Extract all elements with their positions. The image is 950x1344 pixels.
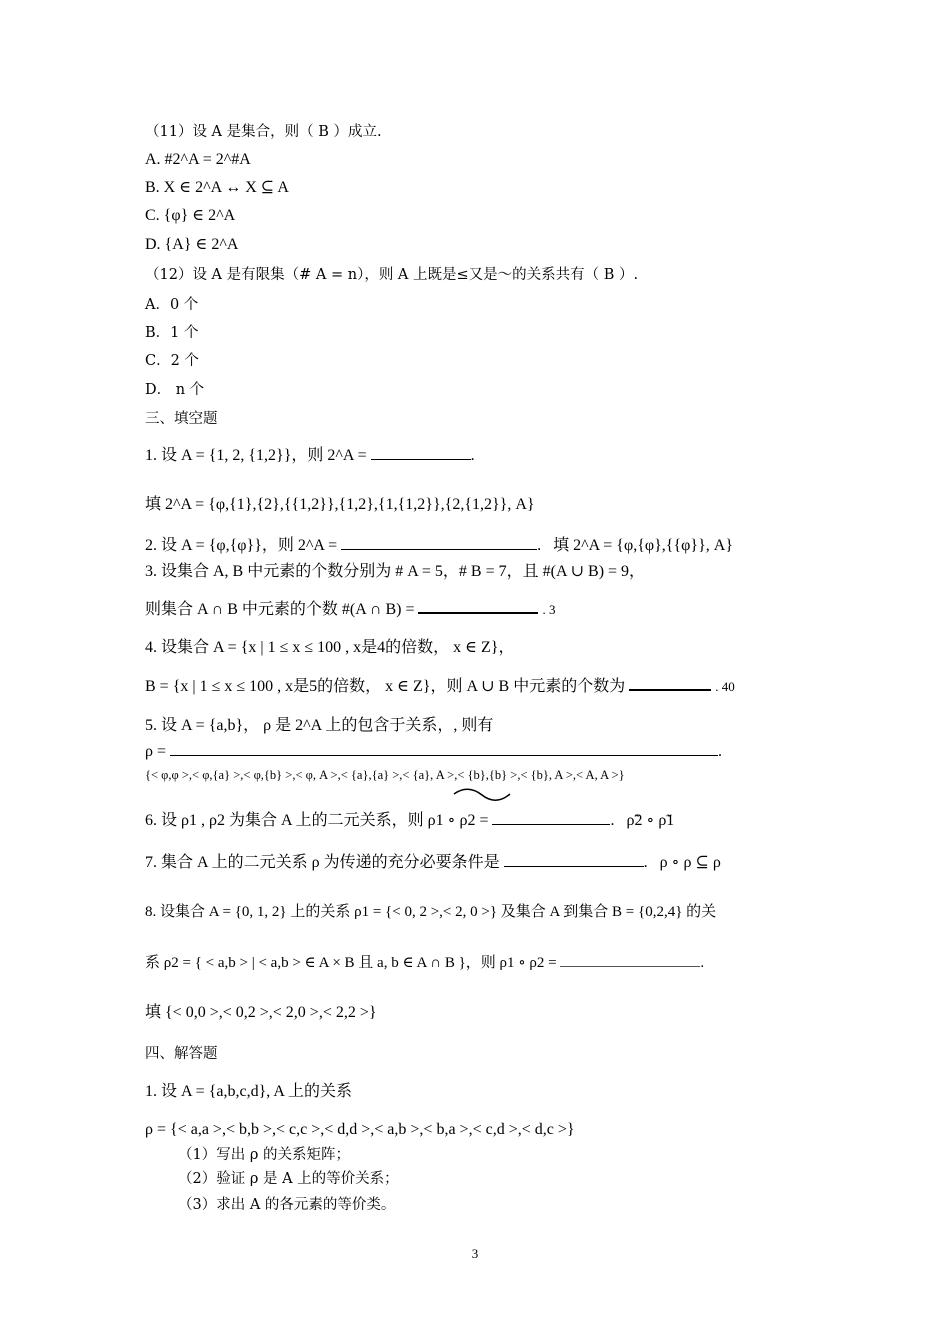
q12-option-c: C．2 个	[145, 353, 199, 369]
section-heading-fill-in: 三、填空题	[145, 411, 218, 427]
fill1-answer-blank	[371, 447, 471, 460]
q11-option-d: D. {A} ∈ 2^A	[145, 236, 239, 253]
fill6-answer-blank	[492, 812, 610, 825]
fill4-answer: . 40	[715, 679, 735, 694]
fill3-question-text: 则集合 A ∩ B 中元素的个数 #(A ∩ B) =	[145, 601, 415, 618]
fill2-answer: 填 2^A = {φ,{φ},{{φ}}, A}	[553, 537, 733, 554]
solve1-part1: （1）写出 ρ 的关系矩阵；	[178, 1147, 350, 1163]
fill5-answer-blank	[170, 743, 718, 756]
fill6-answer: ρ̃2 ∘ ρ̃1	[626, 812, 675, 829]
fill8-question: 8. 设集合 A = {0, 1, 2} 上的关系 ρ1 = {< 0, 2 >,< 2, 0 >} 及集合 A 到集合 B = {0,2,4} 的关	[145, 904, 717, 920]
solve1-relation: ρ = {< a,a >,< b,b >,< c,c >,< d,d >,< a,b >,< b,a >,< c,d >,< d,c >}	[145, 1121, 575, 1138]
fill2-question-text: 2. 设 A = {φ,{φ}}，则 2^A =	[145, 537, 338, 554]
fill7-line: 7. 集合 A 上的二元关系 ρ 为传递的充分必要条件是 . ρ ∘ ρ ⊆ ρ	[145, 854, 721, 871]
fill8-line2: 系 ρ2 = { < a,b > | < a,b > ∈ A × B 且 a, b ∈ A ∩ B }，则 ρ1 ∘ ρ2 = .	[145, 955, 705, 971]
fill3-answer-blank	[418, 600, 538, 614]
fill7-question-text: 7. 集合 A 上的二元关系 ρ 为传递的充分必要条件是	[145, 854, 500, 871]
q12-option-b: B．1 个	[145, 325, 199, 341]
fill4-question-text: B = {x | 1 ≤ x ≤ 100 , x是5的倍数， x ∈ Z}，则 A ∪ B 中元素的个数为	[145, 678, 626, 695]
fill5-answer: {< φ,φ >,< φ,{a} >,< φ,{b} >,< φ, A >,< {a},{a} >,< {a}, A >,< {b},{b} >,< {b}, A >,< A, A >}	[145, 768, 625, 782]
q12-stem: （12）设 A 是有限集（# A = n），则 A 上既是≤又是～的关系共有（ B ）.	[145, 267, 639, 283]
tilde-decoration-icon	[452, 786, 512, 804]
fill1-answer: 填 2^A = {φ,{1},{2},{{1,2}},{1,2},{1,{1,2}},{2,{1,2}}, A}	[145, 496, 535, 513]
fill3-answer: . 3	[542, 602, 556, 617]
q11-option-a: A. #2^A = 2^#A	[145, 151, 251, 168]
fill8-question-text: 系 ρ2 = { < a,b > | < a,b > ∈ A × B 且 a, b ∈ A ∩ B }，则 ρ1 ∘ ρ2 =	[145, 955, 557, 971]
fill8-answer: 填 {< 0,0 >,< 0,2 >,< 2,0 >,< 2,2 >}	[145, 1004, 377, 1021]
q11-option-b: B. X ∈ 2^A ↔ X ⊆ A	[145, 179, 289, 196]
fill5-question: 5. 设 A = {a,b}， ρ 是 2^A 上的包含于关系，, 则有	[145, 717, 494, 734]
q12-option-d: D． n 个	[145, 382, 205, 398]
fill6-question-text: 6. 设 ρ1 , ρ2 为集合 A 上的二元关系，则 ρ1 ∘ ρ2 =	[145, 812, 489, 829]
fill1-question-text: 1. 设 A = {1, 2, {1,2}}，则 2^A =	[145, 447, 367, 464]
fill6-line: 6. 设 ρ1 , ρ2 为集合 A 上的二元关系，则 ρ1 ∘ ρ2 = . ρ̃2 ∘ ρ̃1	[145, 812, 675, 829]
solve1-part2: （2）验证 ρ 是 A 上的等价关系；	[178, 1171, 399, 1187]
fill7-answer-blank	[504, 854, 644, 867]
solve1-part3: （3）求出 A 的各元素的等价类。	[178, 1197, 396, 1213]
q11-stem: （11）设 A 是集合，则（ B ）成立.	[145, 124, 382, 140]
fill4-question: 4. 设集合 A = {x | 1 ≤ x ≤ 100 , x是4的倍数， x ∈ Z}，	[145, 639, 515, 656]
fill4-line2	[145, 677, 735, 698]
fill3-line2	[145, 600, 555, 621]
fill5-line2: ρ = .	[145, 743, 723, 760]
page-number: 3	[471, 1246, 479, 1261]
q12-option-a: A．0 个	[145, 297, 199, 313]
fill7-answer: ρ ∘ ρ ⊆ ρ	[659, 854, 721, 871]
fill1-question: 1. 设 A = {1, 2, {1,2}}，则 2^A = .	[145, 447, 475, 464]
solve1-question: 1. 设 A = {a,b,c,d}, A 上的关系	[145, 1083, 353, 1100]
q11-option-c: C. {φ} ∈ 2^A	[145, 207, 236, 224]
fill2-answer-blank	[341, 537, 537, 550]
fill3-question: 3. 设集合 A, B 中元素的个数分别为 # A = 5，# B = 7，且 #(A ∪ B) = 9，	[145, 563, 646, 580]
section-heading-answer: 四、解答题	[145, 1046, 218, 1062]
fill8-answer-blank	[560, 954, 700, 967]
fill5-question-text: ρ =	[145, 743, 167, 760]
fill2-line: 2. 设 A = {φ,{φ}}，则 2^A = . 填 2^A = {φ,{φ},{{φ}}, A}	[145, 537, 733, 554]
fill4-answer-blank	[629, 677, 711, 691]
